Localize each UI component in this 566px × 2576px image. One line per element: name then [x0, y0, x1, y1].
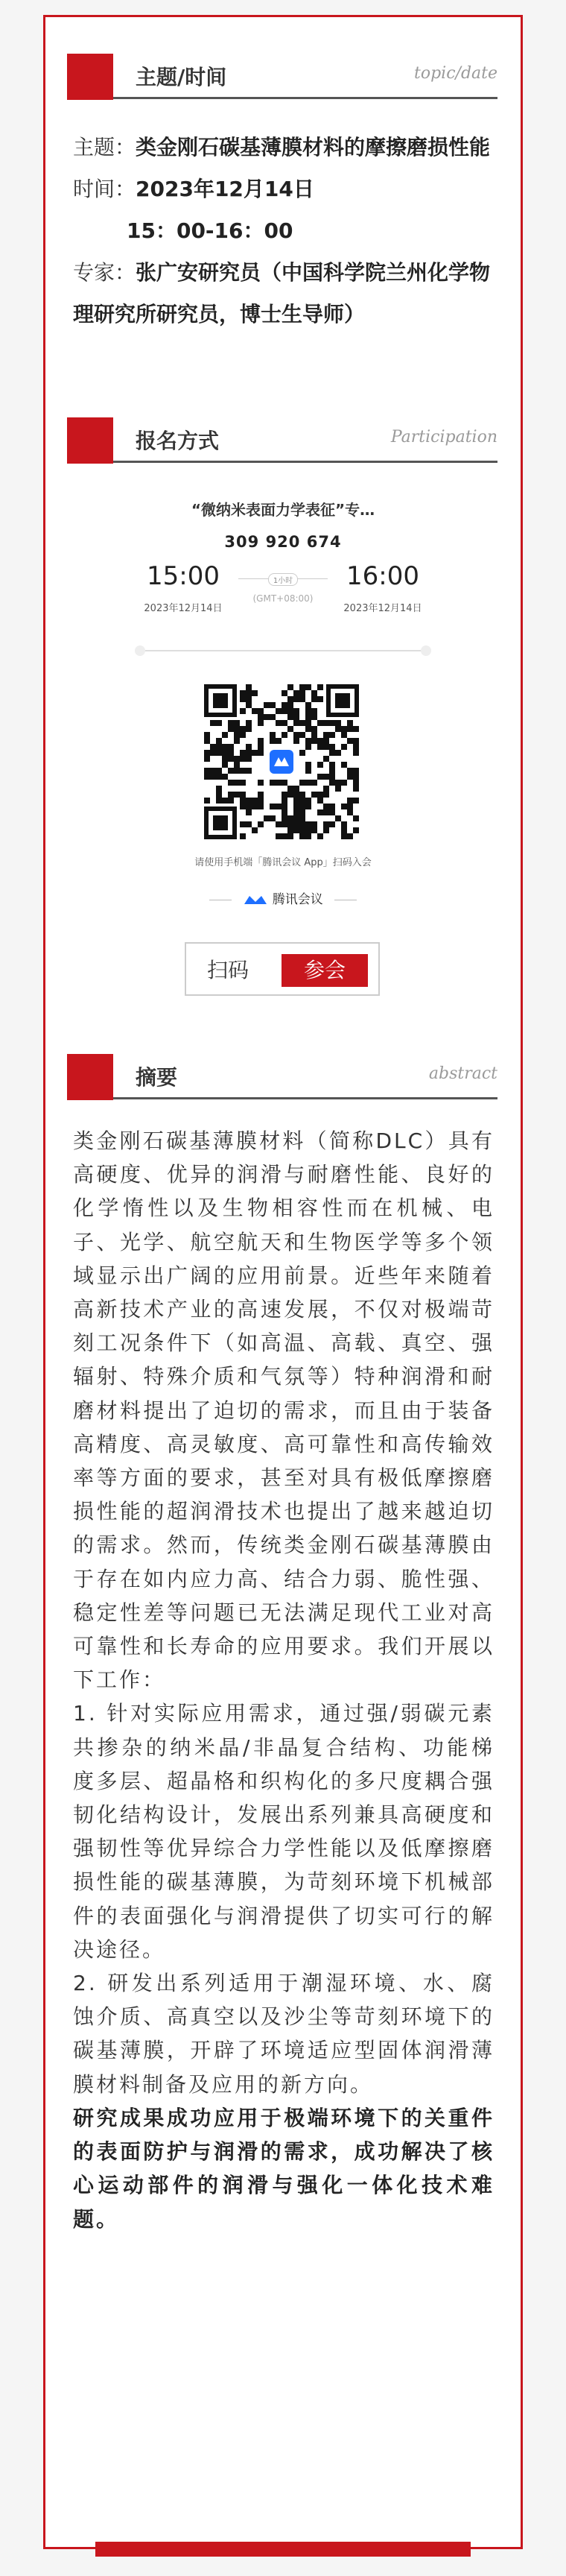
abstract-paragraph: 类金刚石碳基薄膜材料（简称DLC）具有高硬度、优异的润滑与耐磨性能、良好的化学惰性以及生物相容性而在机械、电子、光学、航空航天和生物医学等多个领域显示出广阔的应用前景。近些年来随着高新技术产业的高速发展，不仅对极端苛刻工况条件下（如高温、高载、真空、强辐射、特殊介质和气氛等）特种润滑和耐磨材料提出了迫切的需求，而且由于装备高精度、高灵敏度、高可靠性和高传输效率等方面的要求，甚至对具有极低摩擦磨损性能的超润滑技术也提出了越来越迫切的需求。然而，传统类金刚石碳基薄膜由于存在如内应力高、结合力弱、脆性强、稳定性差等问题已无法满足现代工业对高可靠性和长寿命的应用要求。我们开展以下工作：	[73, 1128, 495, 1693]
card-divider	[140, 650, 426, 651]
scan-join-button[interactable]	[185, 942, 380, 996]
section-marker	[67, 54, 113, 100]
end-date: 2023年12月14日	[343, 603, 422, 614]
time-range: 15：00-16：00	[127, 218, 293, 243]
expert-row	[73, 252, 497, 335]
abstract-paragraph: 1. 针对实际应用需求，通过强/弱碳元素共掺杂的纳米晶/非晶复合结构、功能梯度多层、超晶格和织构化的多尺度耦合强韧化结构设计，发展出系列兼具高硬度和强韧性等优异综合力学性能以及低摩擦磨损性能的碳基薄膜，为苛刻环境下机械部件的表面强化与润滑提供了切实可行的解决途径。	[73, 1701, 495, 1962]
time-label: 时间：	[73, 177, 136, 201]
meeting-times	[139, 561, 427, 625]
section-underline	[113, 461, 497, 463]
section-title: 主题/时间	[136, 65, 227, 89]
section-subtitle: Participation	[390, 428, 497, 446]
section-subtitle: abstract	[428, 1064, 497, 1083]
topic-value: 类金刚石碳基薄膜材料的摩擦磨损性能	[136, 135, 491, 160]
meeting-card	[139, 498, 427, 625]
brand-row	[139, 888, 427, 907]
section-title: 摘要	[136, 1065, 178, 1090]
qr-code[interactable]	[204, 684, 359, 839]
expert-label: 专家：	[73, 260, 136, 285]
end-time: 16:00	[346, 561, 419, 591]
abstract-conclusion: 研究成果成功应用于极端环境下的关重件的表面防护与润滑的需求，成功解决了核心运动部件的润滑与强化一体化技术难题。	[73, 2105, 495, 2232]
section-underline	[113, 97, 497, 99]
duration-block	[238, 572, 328, 604]
section-underline	[113, 1097, 497, 1099]
time-row	[73, 168, 497, 210]
abstract-paragraph: 2. 研发出系列适用于潮湿环境、水、腐蚀介质、高真空以及沙尘等苛刻环境下的碳基薄膜，开辟了环境适应型固体润滑薄膜材料制备及应用的新方向。	[73, 1971, 495, 2097]
scan-label: 扫码	[207, 958, 249, 982]
register-section-header	[67, 417, 497, 464]
topic-info	[73, 127, 497, 335]
section-subtitle: topic/date	[414, 64, 497, 83]
topic-label: 主题：	[73, 135, 136, 160]
section-marker	[67, 1054, 113, 1100]
start-date: 2023年12月14日	[144, 603, 223, 614]
abstract-body	[73, 1124, 495, 2236]
meeting-logo-icon	[270, 750, 293, 774]
start-time: 15:00	[147, 561, 220, 591]
tencent-meeting-logo-icon	[243, 894, 268, 906]
timezone: (GMT+08:00)	[252, 593, 314, 604]
brand-name: 腾讯会议	[272, 892, 323, 907]
topic-section-header	[67, 54, 497, 100]
bottom-bar	[95, 2542, 471, 2557]
duration-badge: 1小时	[268, 573, 298, 586]
section-marker	[67, 417, 113, 464]
abstract-section-header	[67, 1054, 497, 1100]
section-title: 报名方式	[136, 429, 220, 453]
meeting-title: “微纳米表面力学表征”专…	[191, 501, 375, 519]
expert-value: 张广安研究员（中国科学院兰州化学物理研究所研究员，博士生导师）	[73, 260, 491, 326]
time-date: 2023年12月14日	[136, 177, 314, 201]
join-label[interactable]: 参会	[282, 954, 368, 987]
qr-tip: 请使用手机端「腾讯会议 App」扫码入会	[194, 857, 372, 868]
time-range-row	[73, 210, 497, 252]
meeting-number: 309 920 674	[224, 533, 342, 551]
topic-row	[73, 127, 497, 168]
